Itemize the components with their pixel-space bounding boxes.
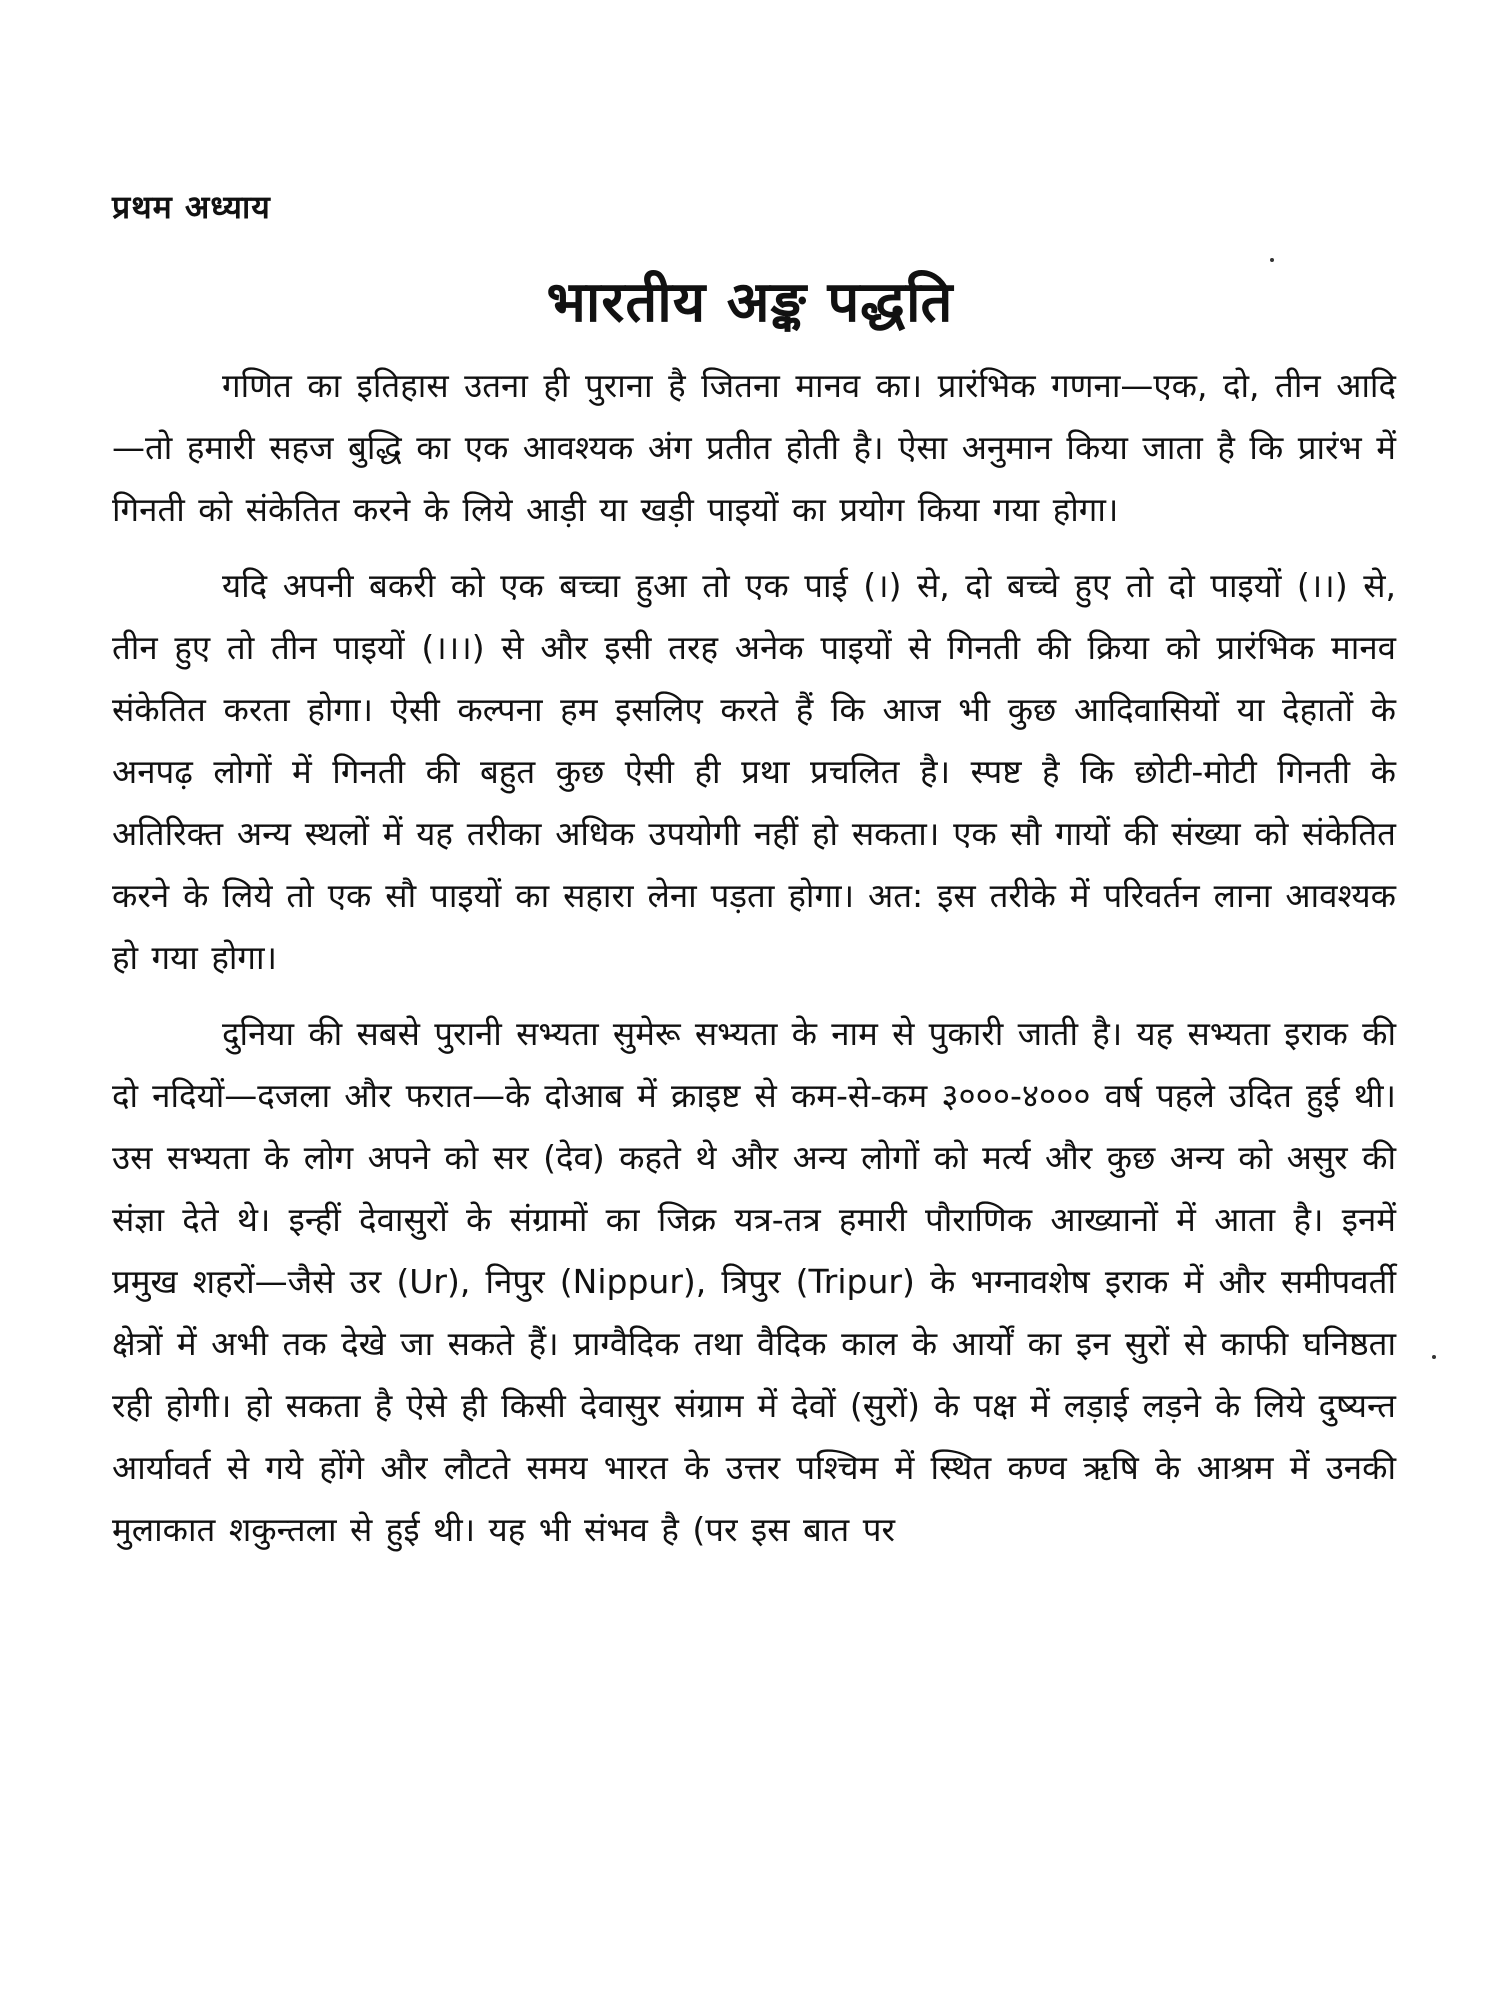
chapter-label: प्रथम अध्याय [112,188,271,226]
paragraph: यदि अपनी बकरी को एक बच्चा हुआ तो एक पाई (।) से, दो बच्चे हुए तो दो पाइयों (।।) से, तीन हुए तो तीन पाइयों (।।।) से और इसी तरह अनेक पाइयों से गिनती की क्रिया को प्रारंभिक मानव संकेतित करता होगा। ऐसी कल्पना हम इसलिए करते हैं कि आज भी कुछ आदिवासियों या देहातों के अनपढ़ लोगों में गिनती की बहुत कुछ ऐसी ही प्रथा प्रचलित है। स्पष्ट है कि छोटी-मोटी गिनती के अतिरिक्त अन्य स्थलों में यह तरीका अधिक उपयोगी नहीं हो सकता। एक सौ गायों की संख्या को संकेतित करने के लिये तो एक सौ पाइयों का सहारा लेना पड़ता होगा। अत: इस तरीके में परिवर्तन लाना आवश्यक हो गया होगा। [112,566,1396,977]
scan-speck [1432,1355,1436,1359]
chapter-title: भारतीय अङ्क पद्धति [546,270,954,335]
paragraph: गणित का इतिहास उतना ही पुराना है जितना मानव का। प्रारंभिक गणना—एक, दो, तीन आदि—तो हमारी सहज बुद्धि का एक आवश्यक अंग प्रतीत होती है। ऐसा अनुमान किया जाता है कि प्रारंभ में गिनती को संकेतित करने के लिये आड़ी या खड़ी पाइयों का प्रयोग किया गया होगा। [112,366,1396,529]
paragraph: दुनिया की सबसे पुरानी सभ्यता सुमेरू सभ्यता के नाम से पुकारी जाती है। यह सभ्यता इराक की दो नदियों—दजला और फरात—के दोआब में क्राइष्ट से कम-से-कम ३०००-४००० वर्ष पहले उदित हुई थी। उस सभ्यता के लोग अपने को सर (देव) कहते थे और अन्य लोगों को मर्त्य और कुछ अन्य को असुर की संज्ञा देते थे। इन्हीं देवासुरों के संग्रामों का जिक्र यत्र-तत्र हमारी पौराणिक आख्यानों में आता है। इनमें प्रमुख शहरों—जैसे उर (Ur), निपुर (Nippur), त्रिपुर (Tripur) के भग्नावशेष इराक में और समीपवर्ती क्षेत्रों में अभी तक देखे जा सकते हैं। प्राग्वैदिक तथा वैदिक काल के आर्यों का इन सुरों से काफी घनिष्ठता रही होगी। हो सकता है ऐसे ही किसी देवासुर संग्राम में देवों (सुरों) के पक्ष में लड़ाई लड़ने के लिये दुष्यन्त आर्यावर्त से गये होंगे और लौटते समय भारत के उत्तर पश्चिम में स्थित कण्व ऋषि के आश्रम में उनकी मुलाकात शकुन्तला से हुई थी। यह भी संभव है (पर इस बात पर [112,1014,1396,1549]
chapter-body [112,355,1396,1575]
scan-speck [1270,258,1274,262]
